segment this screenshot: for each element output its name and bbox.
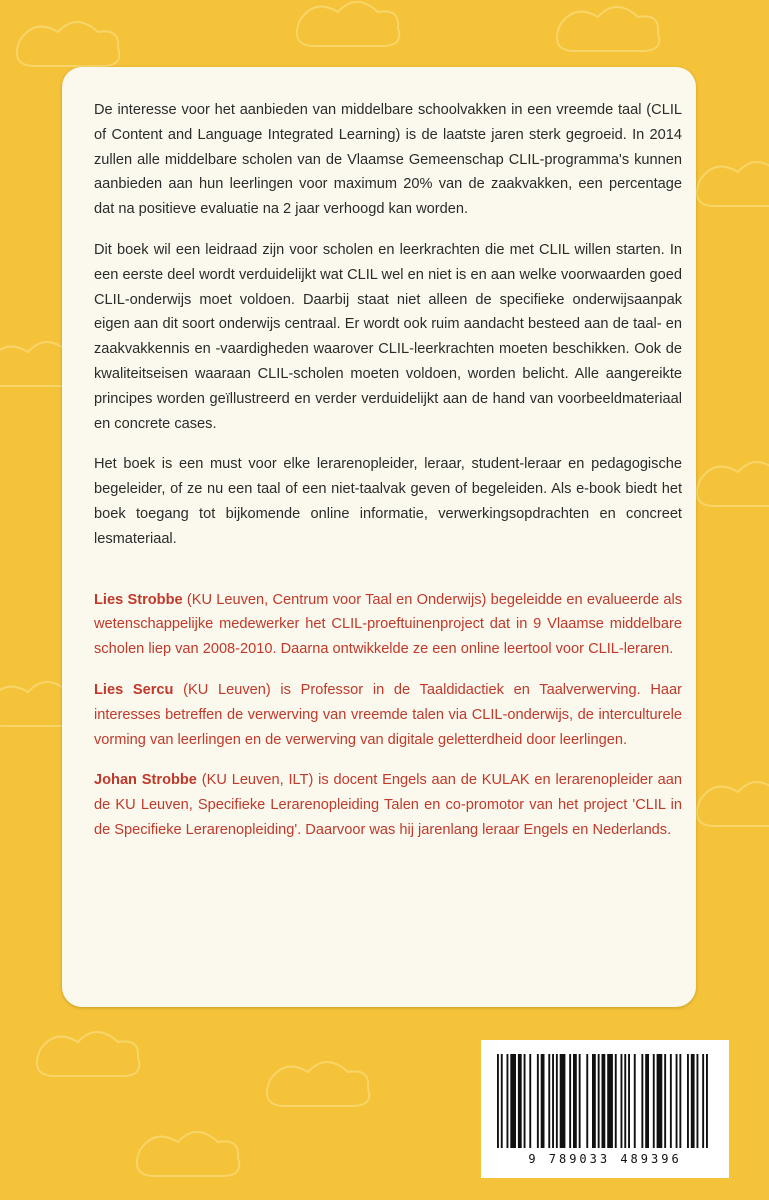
barcode-bar — [670, 1054, 672, 1148]
cloud-decoration — [697, 462, 769, 506]
barcode-bar — [552, 1054, 554, 1148]
blurb-paragraph: Dit boek wil een leidraad zijn voor scholen en leerkrachten die met CLIL willen starten. In een eerste deel wordt verduidelijkt wat CLIL wel en niet is en aan welke voorwaarden goed CLIL-onderwijs moet voldoen. Daarbij staat niet alleen de specifieke onderwijsaanpak eigen aan dit soort onderwijs centraal. Er wordt ook ruim aandacht besteed aan de taal- en zaakvakkennis en -vaardigheden waarover CLIL-leerkrachten moeten beschikken. Ook de kwaliteitseisen waaraan CLIL-scholen moeten voldoen, worden belicht. Alle aangereikte principes worden geïllustreerd en verder verduidelijkt aan de hand van voorbeeldmateriaal en concrete cases. — [94, 241, 682, 432]
barcode-bar — [602, 1054, 606, 1148]
barcode-bar — [501, 1054, 503, 1148]
author-bio — [94, 678, 682, 752]
barcode-bar — [556, 1054, 558, 1148]
author-bio-text: (KU Leuven) is Professor in de Taaldidactiek en Taalverwerving. Haar interesses betreffen de verwerving van vreemde talen via CLIL-onderwijs, de interculturele vorming van leerlingen en de verwerving van digitale geletterdheid door leerlingen. — [94, 681, 682, 748]
author-bio-text: (KU Leuven, ILT) is docent Engels aan de KULAK en lerarenopleider aan de KU Leuven, Specifieke Lerarenopleiding Talen en co-promotor van het project 'CLIL in de Specifieke Lerarenopleiding'. Daarvoor was hij jarenlang leraar Engels en Nederlands. — [94, 772, 683, 838]
barcode-bar — [529, 1054, 531, 1148]
cloud-decoration — [17, 22, 119, 66]
barcode-bar — [579, 1054, 581, 1148]
isbn-barcode — [481, 1040, 729, 1178]
cloud-decoration — [697, 162, 769, 206]
book-blurb — [94, 98, 682, 552]
cloud-decoration — [267, 1062, 369, 1106]
barcode-bar — [573, 1054, 577, 1148]
barcode-bar — [541, 1054, 545, 1148]
author-bio — [94, 588, 682, 662]
barcode-bar — [524, 1054, 526, 1148]
barcode-bar — [641, 1054, 643, 1148]
barcode-bar — [537, 1054, 539, 1148]
barcode-bar — [607, 1054, 613, 1148]
cloud-decoration — [37, 1032, 139, 1076]
author-name: Lies Sercu — [94, 681, 174, 698]
barcode-bar — [497, 1054, 499, 1148]
barcode-bar — [697, 1054, 699, 1148]
barcode-bar — [615, 1054, 617, 1148]
blurb-paragraph: Het boek is een must voor elke lerarenopleider, leraar, student-leraar en pedagogische begeleider, of ze nu een taal of een niet-taalvak geven of begeleiden. Als e-book biedt het boek toegang tot bijkomende online informatie, verwerkingsopdrachten en concreet lesmateriaal. — [94, 456, 682, 547]
author-bios — [94, 588, 682, 843]
author-name: Johan Strobbe — [94, 772, 197, 789]
barcode-bar — [664, 1054, 666, 1148]
barcode-bar — [687, 1054, 689, 1148]
barcode-bar — [657, 1054, 663, 1148]
barcode-bar — [548, 1054, 550, 1148]
barcode-bar — [691, 1054, 695, 1148]
barcode-bar — [706, 1054, 708, 1148]
blurb-paragraph: De interesse voor het aanbieden van middelbare schoolvakken in een vreemde taal (CLIL of Content and Language Integrated Learning) is de laatste jaren sterk gegroeid. In 2014 zullen alle middelbare scholen van de Vlaamse Gemeenschap CLIL-programma's kunnen aanbieden aan hun leerlingen voor maximum 20% van de zaakvakken, een percentage dat na positieve evaluatie na 2 jaar verhoogd kan worden. — [94, 102, 682, 218]
barcode-bar — [702, 1054, 704, 1148]
barcode-bar — [507, 1054, 509, 1148]
barcode-bar — [569, 1054, 571, 1148]
barcode-bar — [586, 1054, 588, 1148]
cloud-decoration — [557, 7, 659, 51]
barcode-bar — [653, 1054, 655, 1148]
back-cover-text-panel — [62, 67, 696, 1007]
barcode-bar — [621, 1054, 623, 1148]
cloud-decoration — [297, 2, 399, 46]
barcode-bar — [634, 1054, 636, 1148]
barcode-bar — [560, 1054, 566, 1148]
barcode-bar — [679, 1054, 681, 1148]
barcode-bar — [510, 1054, 516, 1148]
author-bio — [94, 768, 682, 842]
barcode-bar — [598, 1054, 600, 1148]
barcode-bar — [628, 1054, 630, 1148]
panel-content — [94, 98, 682, 859]
cloud-decoration — [697, 782, 769, 826]
barcode-bar — [624, 1054, 626, 1148]
barcode-bar — [645, 1054, 649, 1148]
barcode-bar — [592, 1054, 596, 1148]
cloud-decoration — [137, 1132, 239, 1176]
barcode-bar — [676, 1054, 678, 1148]
author-name: Lies Strobbe — [94, 591, 183, 608]
author-bio-text: (KU Leuven, Centrum voor Taal en Onderwijs) begeleidde en evalueerde als wetenschappelijke medewerker het CLIL-proeftuinenproject dat in 9 Vlaamse middelbare scholen liep van 2008-2010. Daarna ontwikkelde ze een online leertool voor CLIL-leraren. — [94, 591, 683, 658]
isbn-number: 9 789033 489396 — [528, 1152, 682, 1166]
barcode-bar — [518, 1054, 522, 1148]
